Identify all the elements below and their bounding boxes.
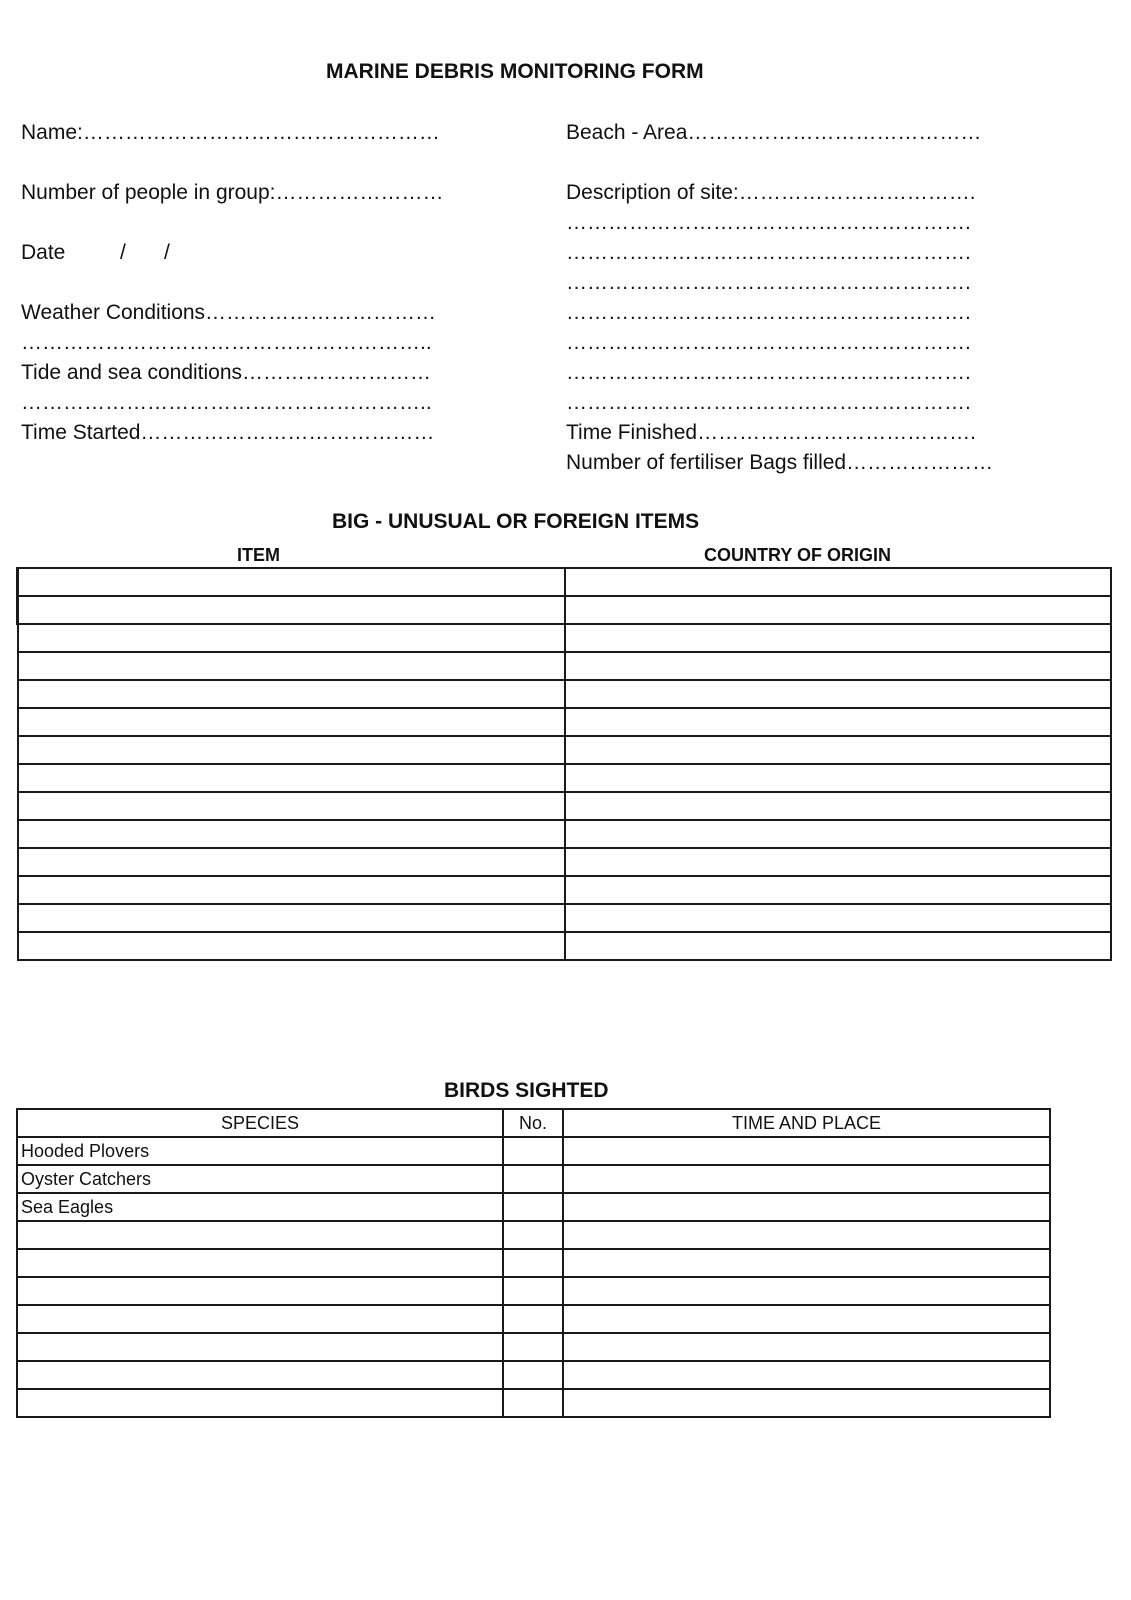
bags-filled-field[interactable]: Number of fertiliser Bags filled………………… (566, 451, 994, 474)
site-description-line[interactable]: …………………………………………………. (566, 331, 971, 354)
country-cell[interactable] (565, 708, 1111, 736)
country-cell[interactable] (565, 736, 1111, 764)
table-row (18, 652, 1111, 680)
item-cell[interactable] (18, 708, 565, 736)
count-cell[interactable] (503, 1221, 563, 1249)
site-description-line[interactable]: …………………………………………………. (566, 211, 971, 234)
country-cell[interactable] (565, 680, 1111, 708)
country-cell[interactable] (565, 792, 1111, 820)
count-cell[interactable] (503, 1277, 563, 1305)
count-cell[interactable] (503, 1193, 563, 1221)
item-column-header: ITEM (237, 545, 280, 565)
count-cell[interactable] (503, 1137, 563, 1165)
beach-area-field[interactable]: Beach - Area…………………………………… (566, 121, 982, 144)
country-cell[interactable] (565, 652, 1111, 680)
time-place-cell[interactable] (563, 1165, 1050, 1193)
count-column-header: No. (503, 1109, 563, 1137)
count-cell[interactable] (503, 1165, 563, 1193)
items-section-title: BIG - UNUSUAL OR FOREIGN ITEMS (332, 510, 700, 533)
country-cell[interactable] (565, 568, 1111, 596)
date-separator: / (120, 241, 126, 264)
count-cell[interactable] (503, 1389, 563, 1417)
table-row (18, 596, 1111, 624)
time-place-cell[interactable] (563, 1333, 1050, 1361)
country-cell[interactable] (565, 876, 1111, 904)
item-cell[interactable] (18, 848, 565, 876)
species-cell[interactable] (17, 1249, 503, 1277)
species-cell[interactable] (17, 1389, 503, 1417)
country-cell[interactable] (565, 848, 1111, 876)
species-cell[interactable]: Hooded Plovers (17, 1137, 503, 1165)
table-row (17, 1249, 1050, 1277)
date-label: Date (21, 241, 66, 264)
item-cell[interactable] (18, 820, 565, 848)
country-cell[interactable] (565, 820, 1111, 848)
site-description-line[interactable]: …………………………………………………. (566, 301, 971, 324)
site-description-field[interactable]: Description of site:……………………………. (566, 181, 976, 204)
item-cell[interactable] (18, 764, 565, 792)
time-place-cell[interactable] (563, 1249, 1050, 1277)
weather-continuation-line[interactable]: ………………………………………………….. (21, 331, 432, 354)
table-row (17, 1165, 1050, 1193)
table-row (18, 792, 1111, 820)
table-row (18, 876, 1111, 904)
item-cell[interactable] (18, 792, 565, 820)
species-cell[interactable] (17, 1277, 503, 1305)
country-cell[interactable] (565, 624, 1111, 652)
date-separator: / (164, 241, 170, 264)
table-row (18, 904, 1111, 932)
table-row (18, 764, 1111, 792)
site-description-line[interactable]: …………………………………………………. (566, 271, 971, 294)
site-description-line[interactable]: …………………………………………………. (566, 391, 971, 414)
time-place-column-header: TIME AND PLACE (563, 1109, 1050, 1137)
item-cell[interactable] (18, 680, 565, 708)
country-cell[interactable] (565, 904, 1111, 932)
table-row (17, 1361, 1050, 1389)
species-cell[interactable]: Oyster Catchers (17, 1165, 503, 1193)
country-cell[interactable] (565, 932, 1111, 960)
tide-field[interactable]: Tide and sea conditions……………………… (21, 361, 432, 384)
time-place-cell[interactable] (563, 1221, 1050, 1249)
item-cell[interactable] (18, 652, 565, 680)
time-place-cell[interactable] (563, 1389, 1050, 1417)
site-description-line[interactable]: …………………………………………………. (566, 241, 971, 264)
time-finished-field[interactable]: Time Finished…………………………………. (566, 421, 976, 444)
table-row (18, 568, 1111, 596)
species-cell[interactable] (17, 1221, 503, 1249)
table-row (18, 708, 1111, 736)
count-cell[interactable] (503, 1333, 563, 1361)
time-place-cell[interactable] (563, 1305, 1050, 1333)
table-row (17, 1389, 1050, 1417)
table-row (17, 1277, 1050, 1305)
name-field[interactable]: Name:…………………………………………… (21, 121, 440, 144)
count-cell[interactable] (503, 1361, 563, 1389)
item-cell[interactable] (18, 876, 565, 904)
time-place-cell[interactable] (563, 1193, 1050, 1221)
item-cell[interactable] (18, 568, 565, 596)
table-row (18, 680, 1111, 708)
people-count-field[interactable]: Number of people in group:…………………… (21, 181, 444, 204)
table-row (18, 932, 1111, 960)
count-cell[interactable] (503, 1249, 563, 1277)
species-cell[interactable] (17, 1361, 503, 1389)
species-column-header: SPECIES (17, 1109, 503, 1137)
table-row (18, 624, 1111, 652)
time-place-cell[interactable] (563, 1277, 1050, 1305)
table-row (17, 1333, 1050, 1361)
item-cell[interactable] (18, 932, 565, 960)
table-row (18, 848, 1111, 876)
form-title: MARINE DEBRIS MONITORING FORM (326, 60, 704, 83)
items-table (16, 567, 1112, 961)
count-cell[interactable] (503, 1305, 563, 1333)
birds-header-row (17, 1109, 1050, 1137)
item-cell[interactable] (18, 624, 565, 652)
birds-table (16, 1108, 1051, 1418)
table-row (17, 1221, 1050, 1249)
item-cell[interactable] (18, 736, 565, 764)
birds-section-title: BIRDS SIGHTED (444, 1079, 609, 1102)
time-place-cell[interactable] (563, 1361, 1050, 1389)
time-started-field[interactable]: Time Started…………………………………… (21, 421, 435, 444)
country-cell[interactable] (565, 596, 1111, 624)
country-column-header: COUNTRY OF ORIGIN (704, 545, 892, 565)
table-row (17, 1137, 1050, 1165)
table-row (18, 736, 1111, 764)
table-row (17, 1305, 1050, 1333)
table-row (17, 1193, 1050, 1221)
item-cell[interactable] (18, 596, 565, 624)
species-cell[interactable] (17, 1305, 503, 1333)
item-cell[interactable] (18, 904, 565, 932)
table-row (18, 820, 1111, 848)
weather-field[interactable]: Weather Conditions…………………………… (21, 301, 437, 324)
species-cell[interactable]: Sea Eagles (17, 1193, 503, 1221)
country-cell[interactable] (565, 764, 1111, 792)
tide-continuation-line[interactable]: ………………………………………………….. (21, 391, 432, 414)
species-cell[interactable] (17, 1333, 503, 1361)
site-description-line[interactable]: …………………………………………………. (566, 361, 971, 384)
time-place-cell[interactable] (563, 1137, 1050, 1165)
